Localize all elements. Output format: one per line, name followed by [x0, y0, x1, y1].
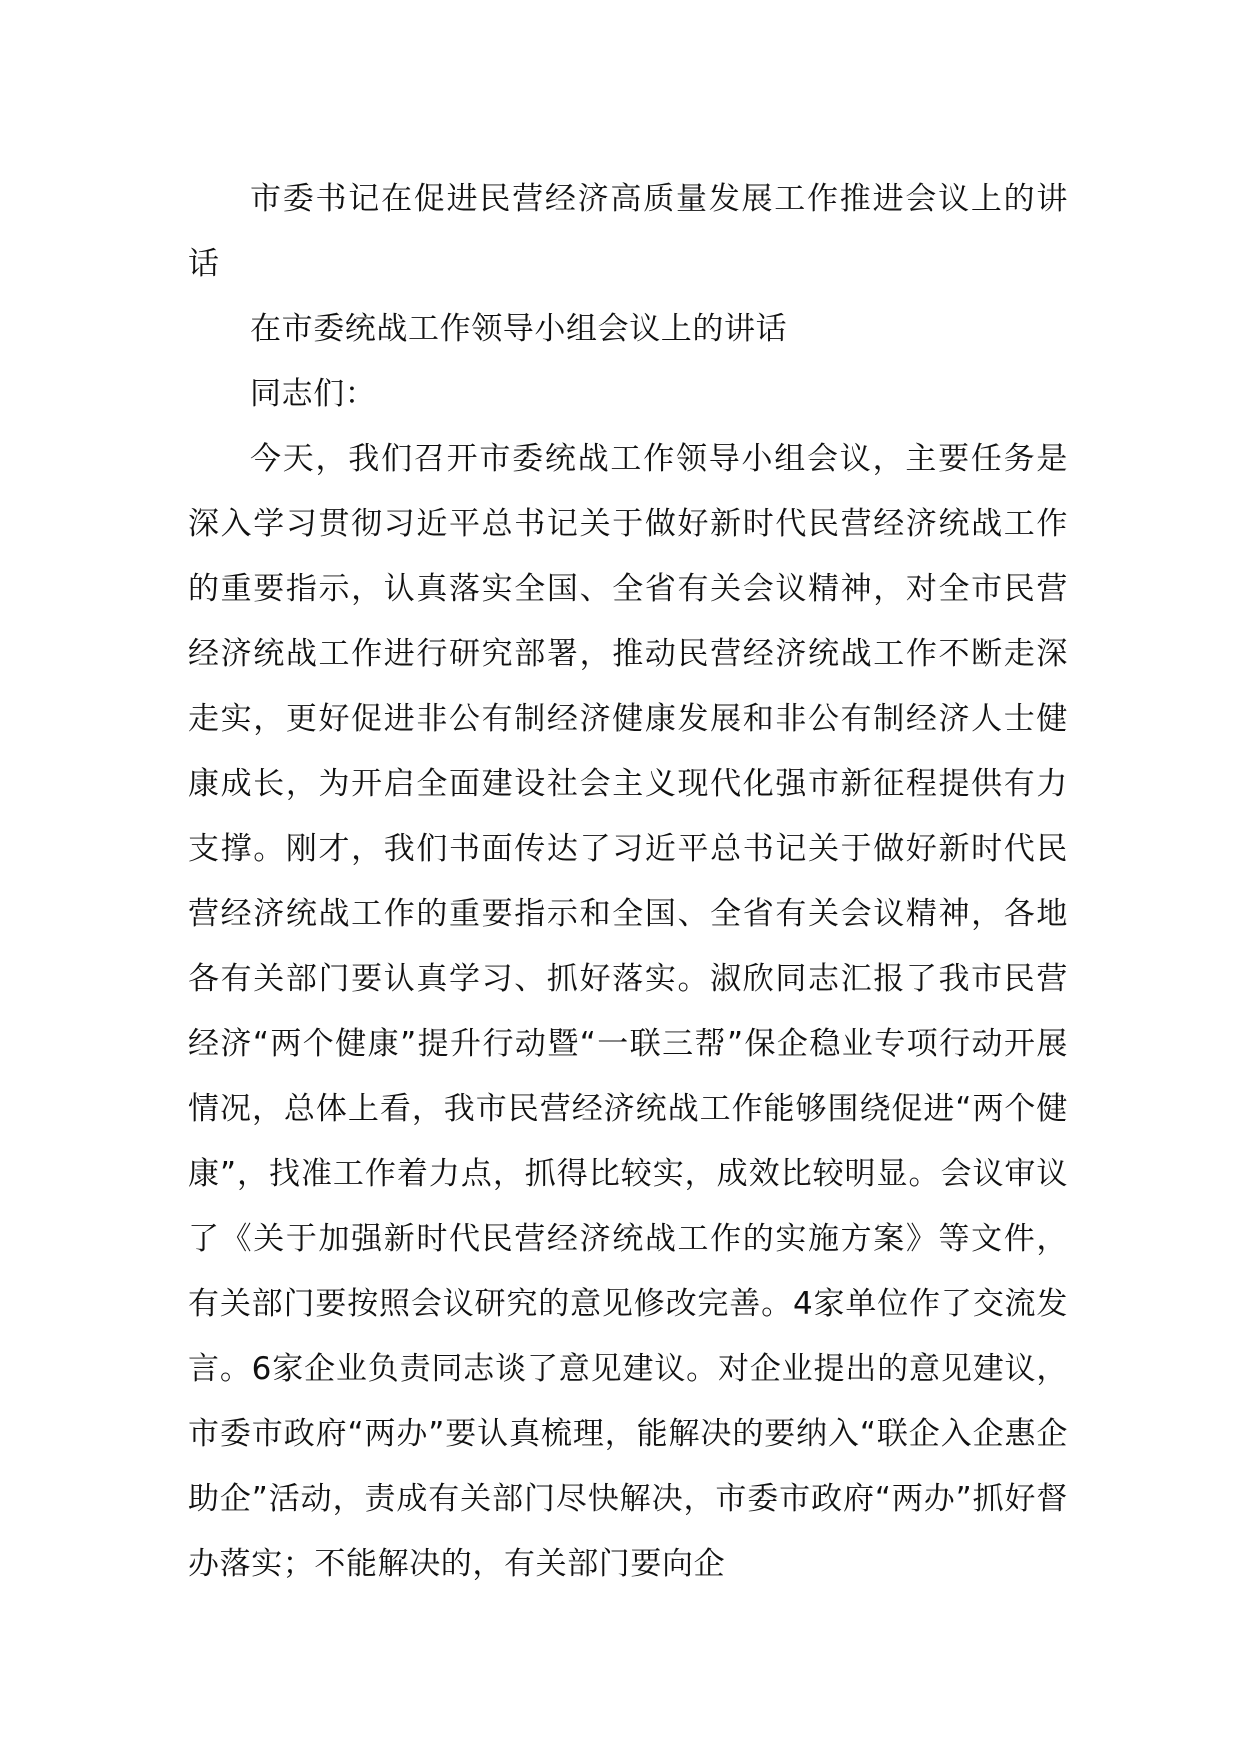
document-text [188, 167, 1068, 1597]
body-paragraph: 今天，我们召开市委统战工作领导小组会议，主要任务是深入学习贯彻习近平总书记关于做好新时代民营经济统战工作的重要指示，认真落实全国、全省有关会议精神，对全市民营经济统战工作进行研究部署，推动民营经济统战工作不断走深走实，更好促进非公有制经济健康发展和非公有制经济人士健康成长，为开启全面建设社会主义现代化强市新征程提供有力支撑。刚才，我们书面传达了习近平总书记关于做好新时代民营经济统战工作的重要指示和全国、全省有关会议精神，各地各有关部门要认真学习、抓好落实。淑欣同志汇报了我市民营经济“两个健康”提升行动暨“一联三帮”保企稳业专项行动开展情况，总体上看，我市民营经济统战工作能够围绕促进“两个健康”，找准工作着力点，抓得比较实，成效比较明显。会议审议了《关于加强新时代民营经济统战工作的实施方案》等文件，有关部门要按照会议研究的意见修改完善。4家单位作了交流发言。6家企业负责同志谈了意见建议。对企业提出的意见建议，市委市政府“两办”要认真梳理，能解决的要纳入“联企入企惠企助企”活动，责成有关部门尽快解决，市委市政府“两办”抓好督办落实；不能解决的，有关部门要向企 [188, 441, 1068, 1582]
salutation: 同志们： [250, 376, 377, 412]
document-subtitle: 在市委统战工作领导小组会议上的讲话 [250, 311, 788, 347]
document-title: 市委书记在促进民营经济高质量发展工作推进会议上的讲话 [188, 181, 1068, 282]
